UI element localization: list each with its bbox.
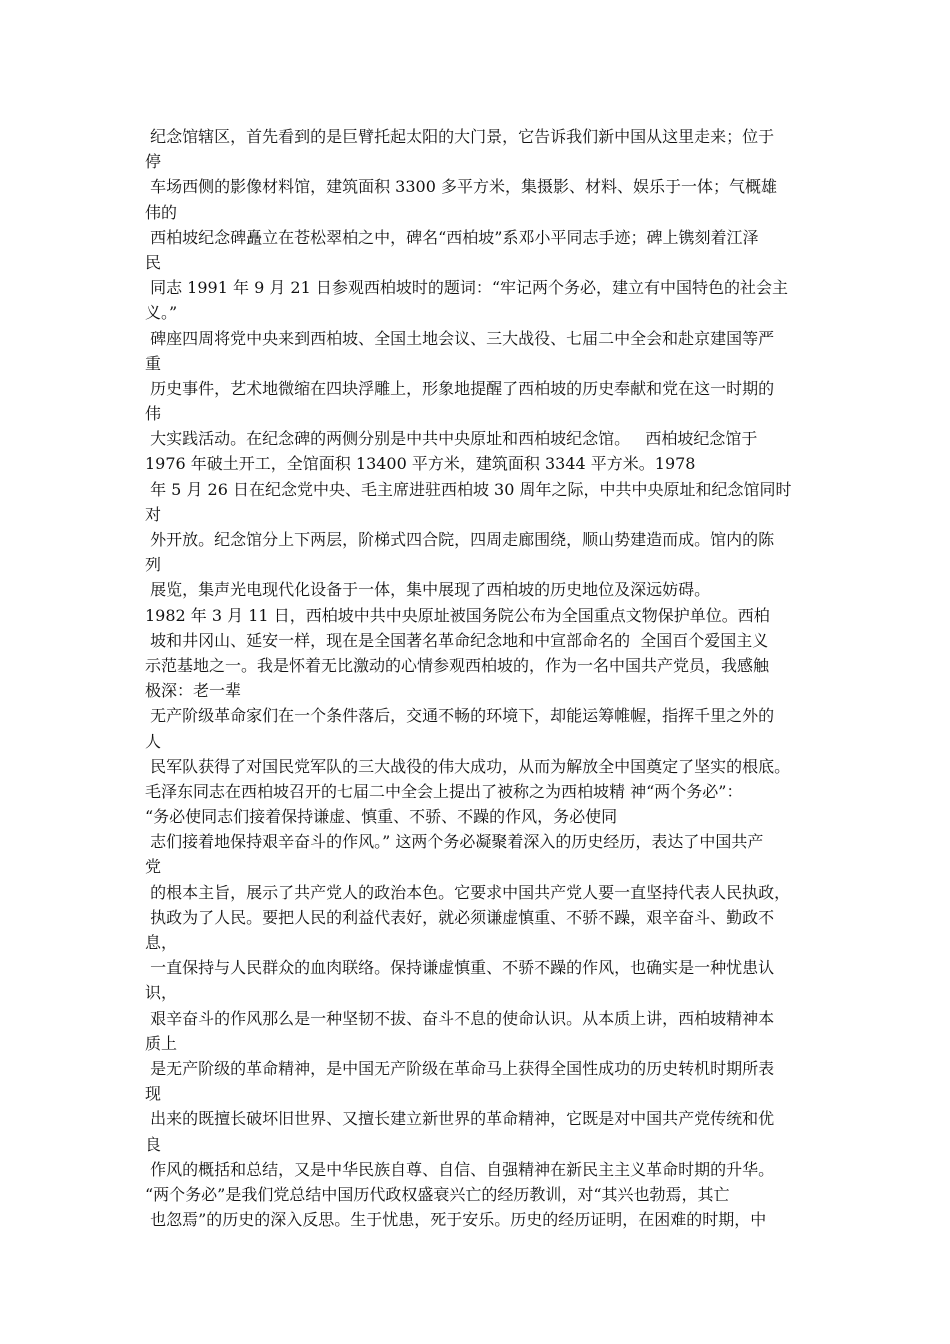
text-line: 坡和井冈山、延安一样，现在是全国著名革命纪念地和中宣部命名的 全国百个爱国主义 [145,630,769,650]
text-line: 义。” [145,303,178,323]
text-line: 民军队获得了对国民党军队的三大战役的伟大成功，从而为解放全中国奠定了坚实的根底。 [145,756,791,776]
text-line: 志们接着地保持艰辛奋斗的作风。” 这两个务必凝聚着深入的历史经历，表达了中国共产 [145,832,764,852]
text-line: 质上 [145,1033,178,1053]
text-line: 大实践活动。在纪念碑的两侧分别是中共中央原址和西柏坡纪念馆。 西柏坡纪念馆于 [145,429,758,449]
text-line: 历史事件，艺术地微缩在四块浮雕上，形象地提醒了西柏坡的历史奉献和党在这一时期的 [145,378,775,398]
text-line: 同志 1991 年 9 月 21 日参观西柏坡时的题词：“牢记两个务必，建立有中国特色的社会主 [145,278,789,298]
text-line: “两个务必”是我们党总结中国历代政权盛衰兴亡的经历教训，对“其兴也勃焉，其亡 [145,1184,730,1204]
text-line: “务必使同志们接着保持谦虚、慎重、不骄、不躁的作风，务必使同 [145,807,618,827]
text-line: 息， [145,933,178,952]
text-line: 纪念馆辖区，首先看到的是巨臂托起太阳的大门景，它告诉我们新中国从这里走来；位于 [145,127,775,146]
text-line: 出来的既擅长破坏旧世界、又擅长建立新世界的革命精神，它既是对中国共产党传统和优 [145,1109,775,1129]
text-line: 示范基地之一。我是怀着无比激动的心情参观西柏坡的，作为一名中国共产党员，我感触 [145,655,770,675]
text-line: 的根本主旨，展示了共产党人的政治本色。它要求中国共产党人要一直坚持代表人民执政， [145,882,791,902]
text-line: 伟 [145,404,162,424]
text-line: 党 [145,857,162,877]
text-line: 是无产阶级的革命精神，是中国无产阶级在革命马上获得全国性成功的历史转机时期所表 [145,1058,775,1078]
text-line: 也忽焉”的历史的深入反思。生于忧患，死于安乐。历史的经历证明，在困难的时期，中 [145,1210,767,1230]
text-line: 外开放。纪念馆分上下两层，阶梯式四合院，四周走廊围绕，顺山势建造而成。馆内的陈 [145,530,775,549]
text-line: 民 [145,252,162,272]
text-line: 良 [145,1134,162,1154]
text-line: 西柏坡纪念碑矗立在苍松翠柏之中，碑名“西柏坡”系邓小平同志手迹；碑上镌刻着江泽 [145,227,759,247]
text-line: 无产阶级革命家们在一个条件落后，交通不畅的环境下，却能运筹帷幄，指挥千里之外的 [145,706,775,726]
text-line: 对 [145,504,162,524]
text-line: 一直保持与人民群众的血肉联络。保持谦虚慎重、不骄不躁的作风，也确实是一种忧患认 [145,958,775,978]
text-line: 重 [145,353,162,373]
text-line: 车场西侧的影像材料馆，建筑面积 3300 多平方米，集摄影、材料、娱乐于一体；气概雄 [145,177,777,197]
text-line: 1982 年 3 月 11 日，西柏坡中共中央原址被国务院公布为全国重点文物保护单位。西柏 [145,605,770,625]
text-line: 停 [145,152,162,172]
text-line: 作风的概括和总结，又是中华民族自尊、自信、自强精神在新民主主义革命时期的升华。 [145,1159,775,1179]
text-line: 极深：老一辈 [145,681,242,701]
text-line: 识， [145,983,178,1003]
text-line: 执政为了人民。要把人民的利益代表好，就必须谦虚慎重、不骄不躁，艰辛奋斗、勤政不 [145,907,775,927]
text-line: 列 [145,555,162,575]
text-line: 1976 年破土开工，全馆面积 13400 平方米，建筑面积 3344 平方米。1978 [145,454,696,474]
text-line: 艰辛奋斗的作风那么是一种坚韧不拔、奋斗不息的使命认识。从本质上讲，西柏坡精神本 [145,1008,775,1028]
text-line: 碑座四周将党中央来到西柏坡、全国土地会议、三大战役、七届二中全会和赴京建国等严 [145,328,775,348]
text-line: 人 [145,731,162,751]
text-line: 毛泽东同志在西柏坡召开的七届二中全会上提出了被称之为西柏坡精 神“两个务必”： [145,781,743,801]
text-line: 展览，集声光电现代化设备于一体，集中展现了西柏坡的历史地位及深远妨碍。 [145,580,711,600]
document-page [145,124,815,1232]
text-line: 伟的 [145,202,178,222]
text-line: 现 [145,1084,162,1104]
text-line: 年 5 月 26 日在纪念党中央、毛主席进驻西柏坡 30 周年之际，中共中央原址和纪念馆同时 [145,479,792,499]
